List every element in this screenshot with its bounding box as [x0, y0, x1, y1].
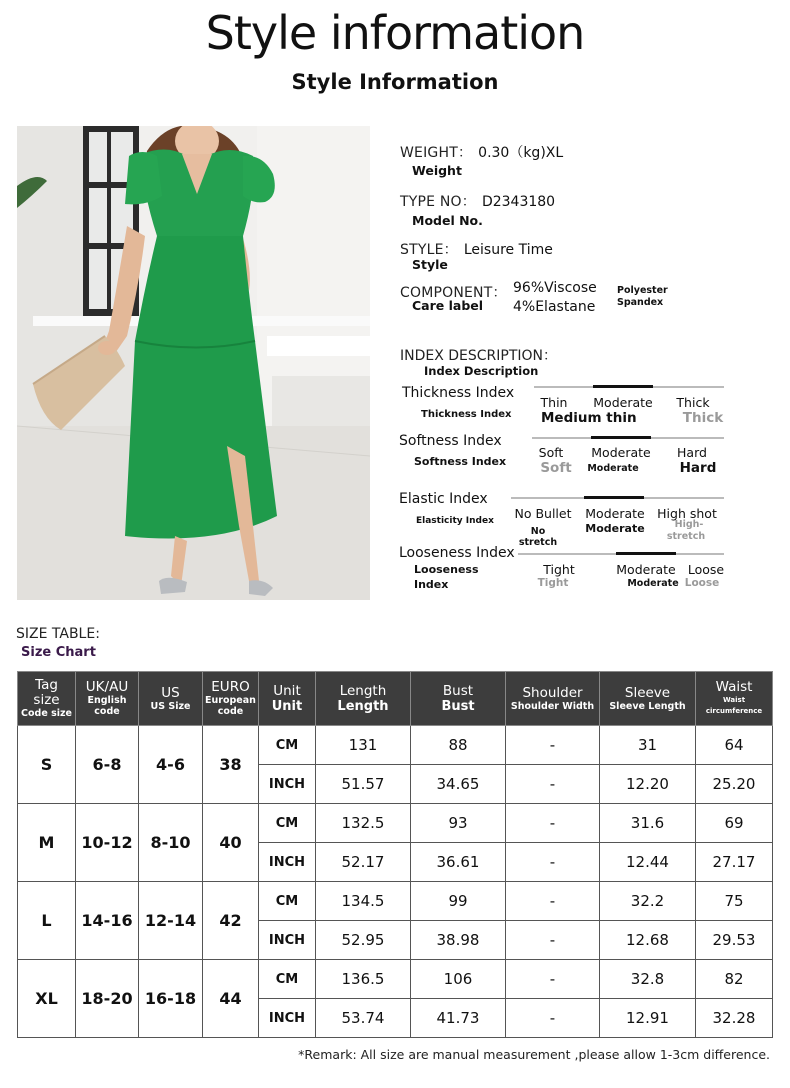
- looseness-tight-sub: Tight: [537, 577, 569, 589]
- style-sub: Style: [412, 257, 448, 272]
- sleeve-cell: 12.68: [600, 921, 696, 960]
- thickness-opt-moderate: Moderate: [593, 395, 653, 410]
- tag-size-cell: XL: [18, 960, 76, 1038]
- sleeve-cell: 32.8: [600, 960, 696, 999]
- looseness-moderate-sub: Moderate: [627, 578, 679, 589]
- style-value: Leisure Time: [463, 242, 553, 258]
- looseness-opt-loose: Loose: [687, 562, 725, 577]
- waist-cell: 27.17: [696, 843, 773, 882]
- component-label: COMPONENT：: [400, 285, 507, 301]
- softness-opt-soft: Soft: [538, 445, 564, 460]
- bust-cell: 106: [411, 960, 506, 999]
- sleeve-cell: 12.44: [600, 843, 696, 882]
- unit-cell: INCH: [259, 843, 316, 882]
- component-value-1: 96%Viscose: [513, 280, 597, 296]
- length-cell: 136.5: [316, 960, 411, 999]
- sleeve-cell: 31.6: [600, 804, 696, 843]
- header-unit: Unit Unit: [259, 672, 316, 726]
- looseness-loose-sub: Loose: [684, 577, 720, 589]
- looseness-sub-1: Looseness: [414, 563, 479, 576]
- bust-cell: 88: [411, 726, 506, 765]
- uk-au-cell: 14-16: [76, 882, 139, 960]
- component-value-2: 4%Elastane: [513, 299, 596, 315]
- shoulder-cell: -: [506, 804, 600, 843]
- softness-moderate-sub: Moderate: [587, 463, 639, 474]
- looseness-sub-2: Index: [414, 578, 449, 591]
- unit-cell: CM: [259, 726, 316, 765]
- sleeve-cell: 31: [600, 726, 696, 765]
- looseness-opt-tight: Tight: [543, 562, 575, 577]
- elastic-high-stretch-sub-2: stretch: [666, 531, 706, 542]
- softness-name: Softness Index: [399, 433, 502, 449]
- component-sub: Care label: [412, 298, 484, 313]
- elastic-high-stretch-sub-1: High-: [674, 519, 704, 530]
- waist-cell: 82: [696, 960, 773, 999]
- softness-opt-hard: Hard: [677, 445, 707, 460]
- uk-au-cell: 10-12: [76, 804, 139, 882]
- page-title: Style information: [205, 6, 585, 60]
- length-cell: 52.17: [316, 843, 411, 882]
- type-no-row: [400, 191, 555, 211]
- header-tag-size: Tag size Code size: [18, 672, 76, 726]
- softness-soft-sub: Soft: [540, 460, 572, 476]
- table-row: [18, 960, 773, 999]
- table-row: [18, 882, 773, 921]
- waist-cell: 29.53: [696, 921, 773, 960]
- uk-au-cell: 6-8: [76, 726, 139, 804]
- shoulder-cell: -: [506, 726, 600, 765]
- euro-cell: 38: [203, 726, 259, 804]
- length-cell: 53.74: [316, 999, 411, 1038]
- header-euro: EURO European code: [203, 672, 259, 726]
- type-no-label: TYPE NO：: [400, 194, 476, 210]
- size-table: [17, 671, 773, 1038]
- length-cell: 131: [316, 726, 411, 765]
- bust-cell: 36.61: [411, 843, 506, 882]
- header-waist: Waist Waist circumference: [696, 672, 773, 726]
- elastic-name: Elastic Index: [399, 491, 488, 507]
- size-chart-label: Size Chart: [21, 645, 96, 660]
- shoulder-cell: -: [506, 921, 600, 960]
- length-cell: 134.5: [316, 882, 411, 921]
- thickness-opt-thin: Thin: [540, 395, 568, 410]
- unit-cell: CM: [259, 960, 316, 999]
- unit-cell: CM: [259, 804, 316, 843]
- softness-sub: Softness Index: [414, 455, 507, 468]
- bust-cell: 34.65: [411, 765, 506, 804]
- thickness-name: Thickness Index: [402, 385, 515, 401]
- waist-cell: 75: [696, 882, 773, 921]
- softness-hard-sub: Hard: [679, 460, 717, 476]
- type-no-value: D2343180: [481, 194, 556, 210]
- component-en-2: Spandex: [617, 297, 664, 308]
- table-row: [18, 726, 773, 765]
- thickness-opt-thick: Thick: [676, 395, 710, 410]
- looseness-opt-moderate: Moderate: [616, 562, 676, 577]
- unit-cell: INCH: [259, 999, 316, 1038]
- softness-opt-moderate: Moderate: [591, 445, 651, 460]
- header-us: US US Size: [139, 672, 203, 726]
- size-remark: *Remark: All size are manual measurement ,please allow 1-3cm difference.: [298, 1047, 770, 1062]
- page-subtitle: Style Information: [291, 70, 499, 94]
- us-cell: 16-18: [139, 960, 203, 1038]
- euro-cell: 44: [203, 960, 259, 1038]
- elastic-opt-high-shot: High shot: [657, 506, 717, 521]
- bust-cell: 38.98: [411, 921, 506, 960]
- product-photo: [17, 126, 370, 600]
- shoulder-cell: -: [506, 960, 600, 999]
- elastic-bar-selected: [584, 496, 644, 499]
- us-cell: 12-14: [139, 882, 203, 960]
- weight-sub: Weight: [412, 163, 462, 178]
- thickness-sub: Thickness Index: [421, 409, 512, 420]
- style-label: STYLE：: [400, 242, 458, 258]
- bust-cell: 99: [411, 882, 506, 921]
- elastic-sub: Elasticity Index: [416, 516, 494, 526]
- looseness-name: Looseness Index: [399, 545, 515, 561]
- header-sleeve: Sleeve Sleeve Length: [600, 672, 696, 726]
- length-cell: 52.95: [316, 921, 411, 960]
- header-length: Length Length: [316, 672, 411, 726]
- unit-cell: INCH: [259, 921, 316, 960]
- sleeve-cell: 32.2: [600, 882, 696, 921]
- us-cell: 4-6: [139, 726, 203, 804]
- elastic-opt-no-bullet: No Bullet: [514, 506, 572, 521]
- sleeve-cell: 12.20: [600, 765, 696, 804]
- sleeve-cell: 12.91: [600, 999, 696, 1038]
- index-title: INDEX DESCRIPTION：: [400, 348, 558, 364]
- thickness-bar-selected: [593, 385, 653, 388]
- index-title-sub: Index Description: [424, 364, 539, 378]
- elastic-moderate-sub: Moderate: [585, 522, 645, 535]
- type-no-sub: Model No.: [412, 213, 483, 228]
- thickness-thick-sub: Thick: [682, 410, 724, 426]
- unit-cell: INCH: [259, 765, 316, 804]
- looseness-bar-selected: [616, 552, 676, 555]
- weight-value: 0.30（kg)XL: [478, 145, 564, 161]
- elastic-no-stretch-sub: No stretch: [518, 526, 558, 548]
- weight-label: WEIGHT：: [400, 145, 473, 161]
- uk-au-cell: 18-20: [76, 960, 139, 1038]
- thickness-selected: Medium thin: [541, 410, 637, 426]
- size-table-label: SIZE TABLE:: [16, 626, 100, 642]
- style-row: [400, 239, 553, 259]
- elastic-opt-moderate: Moderate: [585, 506, 645, 521]
- unit-cell: CM: [259, 882, 316, 921]
- shoulder-cell: -: [506, 882, 600, 921]
- weight-row: [400, 142, 563, 162]
- softness-bar-selected: [591, 436, 651, 439]
- euro-cell: 40: [203, 804, 259, 882]
- shoulder-cell: -: [506, 843, 600, 882]
- waist-cell: 25.20: [696, 765, 773, 804]
- header-bust: Bust Bust: [411, 672, 506, 726]
- header-uk-au: UK/AU English code: [76, 672, 139, 726]
- waist-cell: 69: [696, 804, 773, 843]
- table-row: [18, 804, 773, 843]
- bust-cell: 93: [411, 804, 506, 843]
- length-cell: 51.57: [316, 765, 411, 804]
- length-cell: 132.5: [316, 804, 411, 843]
- tag-size-cell: S: [18, 726, 76, 804]
- waist-cell: 64: [696, 726, 773, 765]
- us-cell: 8-10: [139, 804, 203, 882]
- euro-cell: 42: [203, 882, 259, 960]
- size-table-body: [18, 726, 773, 1038]
- bust-cell: 41.73: [411, 999, 506, 1038]
- size-table-header: [18, 672, 773, 726]
- component-en-1: Polyester: [617, 285, 668, 296]
- tag-size-cell: M: [18, 804, 76, 882]
- waist-cell: 32.28: [696, 999, 773, 1038]
- tag-size-cell: L: [18, 882, 76, 960]
- shoulder-cell: -: [506, 999, 600, 1038]
- shoulder-cell: -: [506, 765, 600, 804]
- header-shoulder: Shoulder Shoulder Width: [506, 672, 600, 726]
